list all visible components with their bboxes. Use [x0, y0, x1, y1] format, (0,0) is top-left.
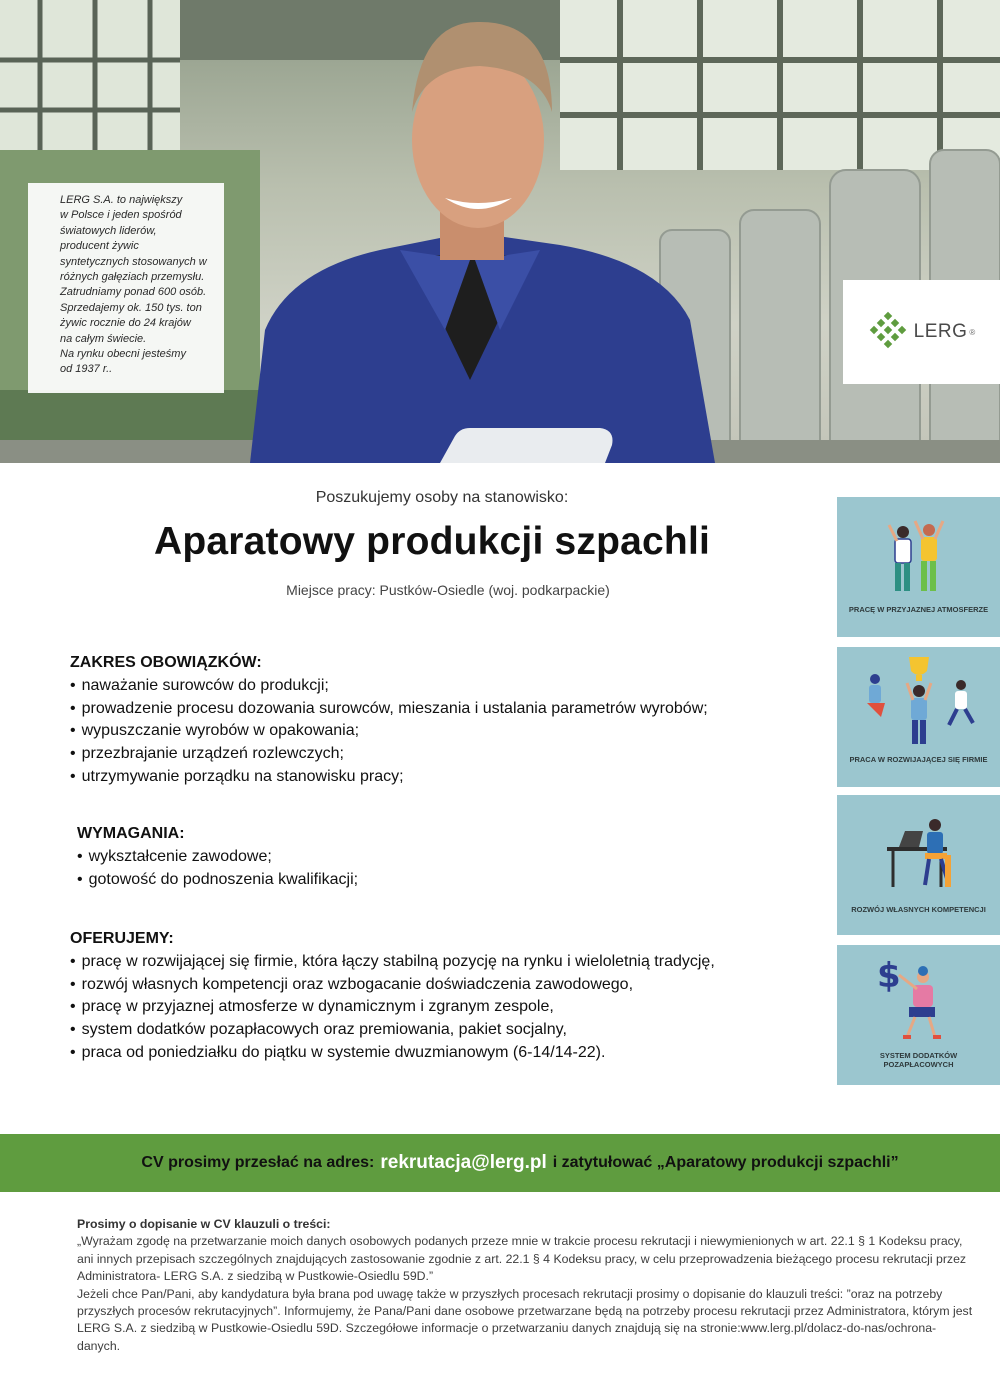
green-diamond-grid-icon: [868, 311, 910, 353]
lerg-logo[interactable]: [843, 280, 1000, 384]
offer-list: [70, 951, 830, 1065]
list-item: • pracę w rozwijającej się firmie, która łączy stabilną pozycję na rynku i wieloletnią tradycję,: [70, 951, 830, 974]
requirements-section: [77, 823, 777, 891]
company-description: LERG S.A. to największy w Polsce i jeden spośród światowych liderów, producent żywic syntetycznych stosowanych w różnych gałęziach przemysłu. Zatrudniamy ponad 600 osób. Sprzedajemy ok. 150 tys. ton żywic rocznie do 24 krajów na całym świecie. Na rynku obecni jesteśmy od 1937 r..: [28, 183, 224, 393]
email-link[interactable]: rekrutacja@lerg.pl: [380, 1152, 547, 1173]
hero-banner: [0, 0, 1000, 463]
tile-benefits: [837, 945, 1000, 1085]
offer-section: [70, 928, 830, 1065]
gdpr-clause: [77, 1216, 977, 1355]
person-at-desk-icon: [837, 795, 1000, 935]
clause-heading: Prosimy o dopisanie w CV klauzuli o treści:: [77, 1217, 331, 1231]
requirements-list: [77, 846, 777, 892]
tile-label: ROZWÓJ WŁASNYCH KOMPETENCJI: [851, 905, 986, 914]
requirements-heading: WYMAGANIA:: [77, 825, 185, 842]
tile-growing-company: [837, 647, 1000, 787]
list-item: • wypuszczanie wyrobów w opakowania;: [70, 720, 830, 743]
work-location: Miejsce pracy: Pustków-Osiedle (woj. podkarpackie): [286, 582, 610, 598]
cta-prefix: CV prosimy przesłać na adres:: [141, 1154, 375, 1171]
list-item: • rozwój własnych kompetencji oraz wzbogacanie doświadczenia zawodowego,: [70, 974, 830, 997]
list-item: • system dodatków pozapłacowych oraz premiowania, pakiet socjalny,: [70, 1019, 830, 1042]
tile-label: PRACĘ W PRZYJAZNEJ ATMOSFERZE: [848, 605, 989, 614]
tile-label: PRACA W ROZWIJAJĄCEJ SIĘ FIRMIE: [849, 755, 988, 764]
list-item: • wykształcenie zawodowe;: [77, 846, 777, 869]
cheering-people-icon: [837, 497, 1000, 637]
list-item: • utrzymywanie porządku na stanowisku pracy;: [70, 766, 830, 789]
list-item: • praca od poniedziałku do piątku w systemie dwuzmianowym (6-14/14-22).: [70, 1042, 830, 1065]
tile-competence-growth: [837, 795, 1000, 935]
clause-paragraph-1: „Wyrażam zgodę na przetwarzanie moich danych osobowych podanych przeze mnie w trakcie procesu rekrutacji i niewymienionych w art. 22.1 § 1 Kodeksu pracy, ani innych przepisach szczególnych znajdujących zastosowanie zgodnie z art. 22.1 § 4 Kodeksu pracy, w celu przeprowadzenia bieżącego procesu rekrutacji przez Administratora- LERG S.A. z siedzibą w Pustkowie-Osiedlu 59D.”: [77, 1234, 967, 1284]
duties-list: [70, 675, 830, 789]
list-item: • gotowość do podnoszenia kwalifikacji;: [77, 869, 777, 892]
clause-paragraph-2: Jeżeli chce Pan/Pani, aby kandydatura była brana pod uwagę także w przyszłych procesach rekrutacji prosimy o dopisanie do klauzuli treści: ”oraz na potrzeby przyszłych procesów rekrutacyjnych”. Informujemy, że Pana/Pani dane osobowe przetwarzane będą na potrzeby procesu rekrutacji przez Administratora, którym jest LERG S.A. z siedzibą w Pustkowie-Osiedlu 59D. Szczegółowe informacje o przetwarzaniu danych znajdują się na stronie:www.lerg.pl/dolacz-do-nas/ochrona-danych.: [77, 1286, 973, 1353]
tile-label: SYSTEM DODATKÓW POZAPŁACOWYCH: [879, 1051, 958, 1069]
list-item: • przezbrajanie urządzeń rozlewczych;: [70, 743, 830, 766]
cta-suffix: i zatytułować „Aparatowy produkcji szpachli”: [552, 1154, 899, 1171]
list-item: • prowadzenie procesu dozowania surowców, mieszania i ustalania parametrów wyrobów;: [70, 698, 830, 721]
tile-friendly-atmosphere: [837, 497, 1000, 637]
svg-text:$: $: [877, 956, 901, 996]
list-item: • pracę w przyjaznej atmosferze w dynamicznym i zgranym zespole,: [70, 996, 830, 1019]
position-intro: Poszukujemy osoby na stanowisko:: [315, 489, 569, 506]
offer-heading: OFERUJEMY:: [70, 930, 174, 947]
application-banner: [0, 1134, 1000, 1192]
logo-wordmark: LERG: [913, 321, 968, 342]
job-title: Aparatowy produkcji szpachli: [153, 520, 711, 563]
duties-heading: ZAKRES OBOWIĄZKÓW:: [70, 654, 262, 671]
duties-section: [70, 652, 830, 789]
list-item: • naważanie surowców do produkcji;: [70, 675, 830, 698]
trophy-team-icon: [837, 647, 1000, 787]
registered-mark: ®: [969, 327, 976, 337]
